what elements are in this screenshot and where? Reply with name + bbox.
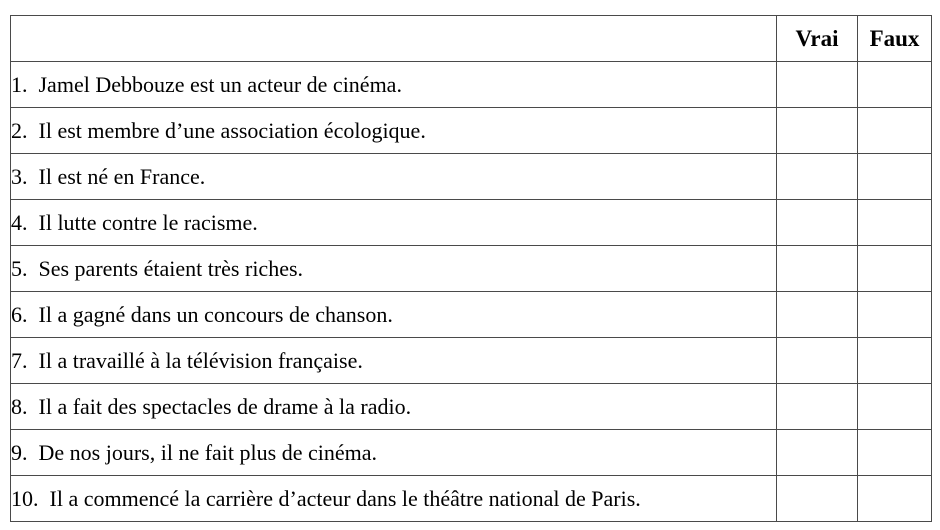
faux-checkbox-cell[interactable]: [858, 108, 932, 154]
faux-checkbox-cell[interactable]: [858, 62, 932, 108]
statement-number: 10.: [11, 485, 39, 511]
statement-cell: [11, 476, 777, 522]
table-row: [11, 384, 932, 430]
statement-cell: [11, 154, 777, 200]
vrai-checkbox-cell[interactable]: [777, 154, 858, 200]
statement-number: 4.: [11, 209, 28, 235]
vrai-checkbox-cell[interactable]: [777, 384, 858, 430]
statement-cell: [11, 246, 777, 292]
statement-cell: [11, 384, 777, 430]
statement-text: De nos jours, il ne fait plus de cinéma.: [38, 439, 377, 465]
table-row: [11, 154, 932, 200]
statement-number: 6.: [11, 301, 28, 327]
table-row: [11, 108, 932, 154]
vrai-header: Vrai: [777, 16, 858, 62]
statement-cell: [11, 292, 777, 338]
statement-number: 9.: [11, 439, 28, 465]
statement-text: Ses parents étaient très riches.: [38, 255, 304, 281]
faux-checkbox-cell[interactable]: [858, 154, 932, 200]
vrai-checkbox-cell[interactable]: [777, 62, 858, 108]
vrai-checkbox-cell[interactable]: [777, 246, 858, 292]
statement-text: Il a fait des spectacles de drame à la radio.: [38, 393, 412, 419]
statement-cell: [11, 338, 777, 384]
table-row: [11, 430, 932, 476]
vrai-checkbox-cell[interactable]: [777, 430, 858, 476]
statement-cell: [11, 200, 777, 246]
statement-text: Il est né en France.: [38, 163, 206, 189]
table-row: [11, 292, 932, 338]
statement-text: Il est membre d’une association écologique.: [38, 117, 426, 143]
table-row: [11, 338, 932, 384]
statement-cell: [11, 108, 777, 154]
vrai-checkbox-cell[interactable]: [777, 476, 858, 522]
table-row: [11, 62, 932, 108]
statement-number: 7.: [11, 347, 28, 373]
vrai-checkbox-cell[interactable]: [777, 200, 858, 246]
true-false-table: [10, 15, 932, 522]
statement-text: Il a travaillé à la télévision française.: [38, 347, 363, 373]
faux-checkbox-cell[interactable]: [858, 476, 932, 522]
statement-number: 8.: [11, 393, 28, 419]
table-row: [11, 476, 932, 522]
faux-checkbox-cell[interactable]: [858, 430, 932, 476]
table-row: [11, 200, 932, 246]
statement-cell: [11, 430, 777, 476]
faux-header: Faux: [858, 16, 932, 62]
vrai-checkbox-cell[interactable]: [777, 108, 858, 154]
header-row: [11, 16, 932, 62]
statement-number: 5.: [11, 255, 28, 281]
statement-number: 2.: [11, 117, 28, 143]
faux-checkbox-cell[interactable]: [858, 246, 932, 292]
statement-number: 1.: [11, 71, 28, 97]
statement-text: Il a commencé la carrière d’acteur dans le théâtre national de Paris.: [49, 485, 641, 511]
statement-number: 3.: [11, 163, 28, 189]
faux-checkbox-cell[interactable]: [858, 200, 932, 246]
faux-checkbox-cell[interactable]: [858, 292, 932, 338]
vrai-checkbox-cell[interactable]: [777, 338, 858, 384]
table-row: [11, 246, 932, 292]
statement-header: [11, 16, 777, 62]
faux-checkbox-cell[interactable]: [858, 338, 932, 384]
statement-text: Il a gagné dans un concours de chanson.: [38, 301, 393, 327]
vrai-checkbox-cell[interactable]: [777, 292, 858, 338]
faux-checkbox-cell[interactable]: [858, 384, 932, 430]
statement-text: Jamel Debbouze est un acteur de cinéma.: [38, 71, 402, 97]
statement-cell: [11, 62, 777, 108]
statement-text: Il lutte contre le racisme.: [38, 209, 258, 235]
